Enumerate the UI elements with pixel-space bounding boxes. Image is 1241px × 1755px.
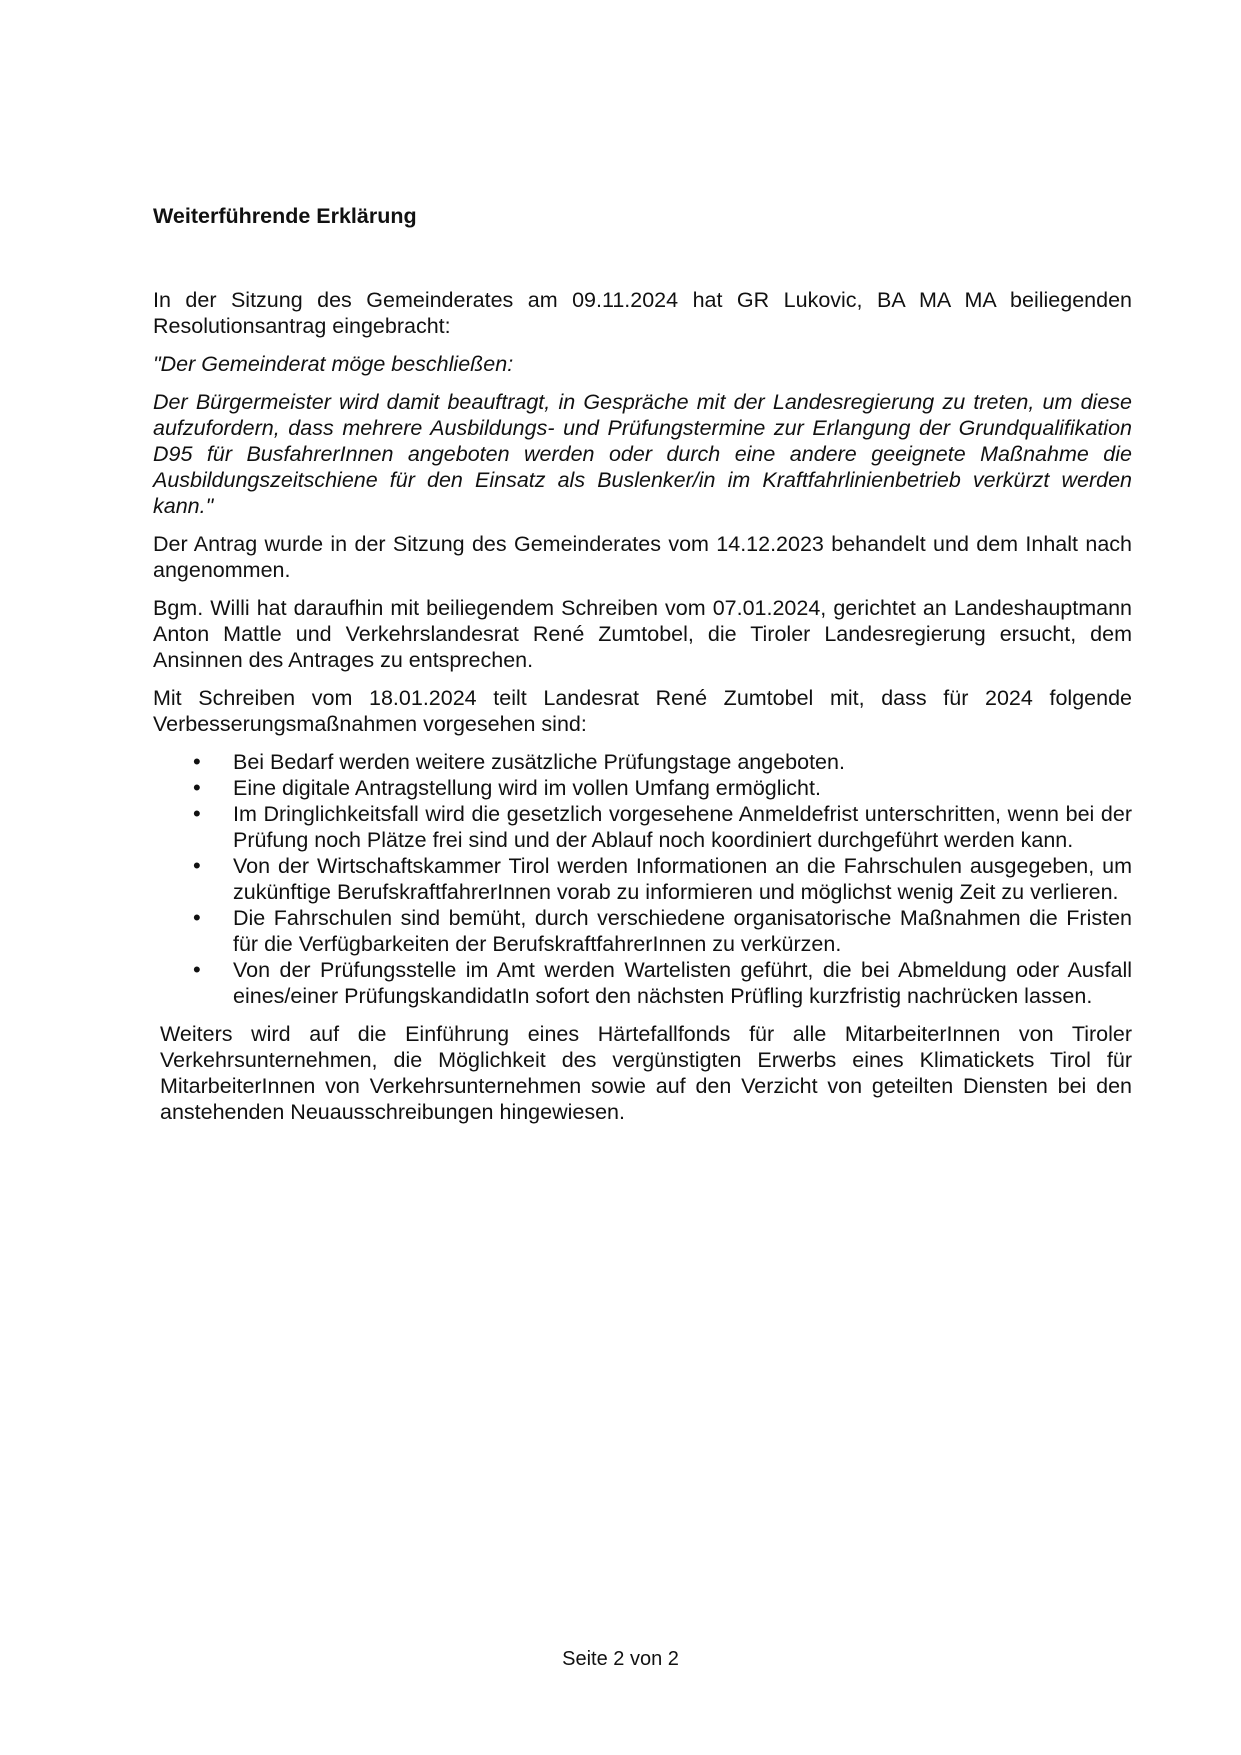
letter-paragraph: Bgm. Willi hat daraufhin mit beiliegendem Schreiben vom 07.01.2024, gerichtet an Landeshauptmann Anton Mattle und Verkehrslandesrat René Zumtobel, die Tiroler Landesregierung ersucht, dem Ansinnen des Antrages zu entsprechen.	[153, 596, 1132, 672]
measures-list	[153, 749, 1132, 1009]
list-item: • Die Fahrschulen sind bemüht, durch verschiedene organisatorische Maßnahmen die Fristen für die Verfügbarkeiten der BerufskraftfahrerInnen zu verkürzen.	[233, 905, 1132, 957]
quote-body: Der Bürgermeister wird damit beauftragt, in Gespräche mit der Landesregierung zu treten, um diese aufzufordern, dass mehrere Ausbildungs- und Prüfungstermine zur Erlangung der Grundqualifikation D95 für BusfahrerInnen angeboten werden oder durch eine andere geeignete Maßnahme die Ausbildungszeitschiene für den Einsatz als Buslenker/in im Kraftfahrlinienbetrieb verkürzt werden kann."	[153, 390, 1132, 518]
decision-paragraph: Der Antrag wurde in der Sitzung des Gemeinderates vom 14.12.2023 behandelt und dem Inhalt nach angenommen.	[153, 532, 1132, 582]
intro-paragraph: In der Sitzung des Gemeinderates am 09.11.2024 hat GR Lukovic, BA MA MA beiliegenden Resolutionsantrag eingebracht:	[153, 288, 1132, 338]
list-item: • Eine digitale Antragstellung wird im vollen Umfang ermöglicht.	[233, 775, 1132, 801]
quote-lead: "Der Gemeinderat möge beschließen:	[153, 352, 514, 376]
list-item: • Im Dringlichkeitsfall wird die gesetzlich vorgesehene Anmeldefrist unterschritten, wenn bei der Prüfung noch Plätze frei sind und der Ablauf noch koordiniert durchgeführt werden kann.	[233, 801, 1132, 853]
list-item: • Bei Bedarf werden weitere zusätzliche Prüfungstage angeboten.	[233, 749, 1132, 775]
list-item: • Von der Prüfungsstelle im Amt werden Wartelisten geführt, die bei Abmeldung oder Ausfall eines/einer PrüfungskandidatIn sofort den nächsten Prüfling kurzfristig nachrücken lassen.	[233, 957, 1132, 1009]
document-body	[153, 203, 1132, 1125]
reply-paragraph: Mit Schreiben vom 18.01.2024 teilt Landesrat René Zumtobel mit, dass für 2024 folgende Verbesserungsmaßnahmen vorgesehen sind:	[153, 686, 1132, 736]
list-item: • Von der Wirtschaftskammer Tirol werden Informationen an die Fahrschulen ausgegeben, um zukünftige BerufskraftfahrerInnen vorab zu informieren und möglichst wenig Zeit zu verlieren.	[233, 853, 1132, 905]
final-paragraph: Weiters wird auf die Einführung eines Härtefallfonds für alle MitarbeiterInnen von Tiroler Verkehrsunternehmen, die Möglichkeit des vergünstigten Erwerbs eines Klimatickets Tirol für MitarbeiterInnen von Verkehrsunternehmen sowie auf den Verzicht von geteilten Diensten bei den anstehenden Neuausschreibungen hingewiesen.	[160, 1022, 1132, 1124]
page-number-footer: Seite 2 von 2	[562, 1648, 679, 1670]
page-title: Weiterführende Erklärung	[153, 204, 417, 228]
